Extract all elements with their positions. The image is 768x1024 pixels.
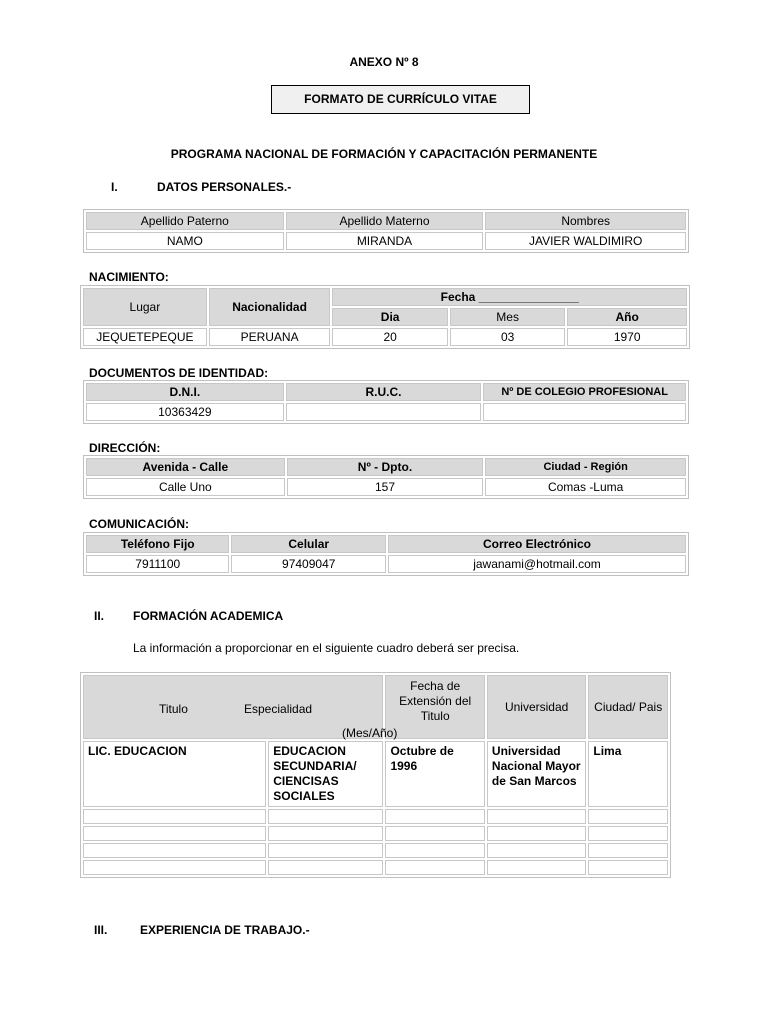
header-especialidad: Especialidad bbox=[244, 702, 313, 716]
edu-empty-cell[interactable] bbox=[385, 809, 484, 824]
header-avenida: Avenida - Calle bbox=[86, 458, 285, 476]
address-table bbox=[83, 455, 689, 499]
value-correo[interactable]: jawanami@hotmail.com bbox=[388, 555, 686, 573]
section3-number: III. bbox=[94, 923, 108, 937]
value-ano[interactable]: 1970 bbox=[567, 328, 687, 346]
edu-empty-cell[interactable] bbox=[588, 826, 668, 841]
value-nombres[interactable]: JAVIER WALDIMIRO bbox=[485, 232, 686, 250]
edu-city-cell[interactable]: Lima bbox=[588, 741, 668, 807]
edu-empty-cell[interactable] bbox=[83, 826, 266, 841]
section1-number: I. bbox=[111, 180, 118, 194]
header-ano: Año bbox=[567, 308, 687, 326]
header-apellido-materno: Apellido Materno bbox=[286, 212, 484, 230]
value-dni[interactable]: 10363429 bbox=[86, 403, 284, 421]
edu-empty-cell[interactable] bbox=[487, 826, 586, 841]
header-nombres: Nombres bbox=[485, 212, 686, 230]
header-ruc: R.U.C. bbox=[286, 383, 482, 401]
value-apellido-paterno[interactable]: NAMO bbox=[86, 232, 284, 250]
comm-label: COMUNICACIÓN: bbox=[89, 517, 189, 531]
value-telefono[interactable]: 7911100 bbox=[86, 555, 229, 573]
personal-table bbox=[83, 209, 689, 253]
edu-date-cell[interactable]: Octubre de 1996 bbox=[385, 741, 484, 807]
value-avenida[interactable]: Calle Uno bbox=[86, 478, 285, 496]
docs-table bbox=[83, 380, 689, 424]
value-numero[interactable]: 157 bbox=[287, 478, 484, 496]
edu-empty-cell[interactable] bbox=[268, 826, 383, 841]
value-lugar[interactable]: JEQUETEPEQUE bbox=[83, 328, 207, 346]
education-table bbox=[80, 672, 671, 878]
value-ruc[interactable] bbox=[286, 403, 482, 421]
edu-empty-cell[interactable] bbox=[83, 860, 266, 875]
header-dia: Dia bbox=[332, 308, 447, 326]
value-nacionalidad[interactable]: PERUANA bbox=[209, 328, 331, 346]
header-telefono: Teléfono Fijo bbox=[86, 535, 229, 553]
header-mes-ano: (Mes/Año) bbox=[342, 726, 398, 740]
value-colegio[interactable] bbox=[483, 403, 686, 421]
edu-empty-cell[interactable] bbox=[385, 826, 484, 841]
header-titulo: Titulo bbox=[159, 702, 188, 716]
edu-empty-cell[interactable] bbox=[83, 843, 266, 858]
annex-label: ANEXO Nº 8 bbox=[349, 55, 419, 69]
edu-univ-cell[interactable]: Universidad Nacional Mayor de San Marcos bbox=[487, 741, 586, 807]
header-fecha-extension: Fecha de Extensión del Titulo bbox=[385, 675, 484, 739]
address-label: DIRECCIÓN: bbox=[89, 441, 161, 455]
header-titulo-especialidad bbox=[83, 675, 398, 740]
edu-empty-cell[interactable] bbox=[588, 860, 668, 875]
edu-title-cell[interactable]: LIC. EDUCACION bbox=[83, 741, 266, 807]
header-lugar: Lugar bbox=[83, 288, 207, 326]
section2-title: FORMACIÓN ACADEMICA bbox=[133, 609, 284, 623]
edu-empty-cell[interactable] bbox=[588, 809, 668, 824]
comm-table bbox=[83, 532, 689, 576]
docs-label: DOCUMENTOS DE IDENTIDAD: bbox=[89, 366, 269, 380]
edu-spec-cell[interactable]: EDUCACION SECUNDARIA/ CIENCISAS SOCIALES bbox=[268, 741, 383, 807]
birth-table bbox=[80, 285, 690, 349]
edu-empty-cell[interactable] bbox=[268, 860, 383, 875]
section2-number: II. bbox=[94, 609, 105, 623]
edu-empty-cell[interactable] bbox=[83, 809, 266, 824]
header-dni: D.N.I. bbox=[86, 383, 284, 401]
value-apellido-materno[interactable]: MIRANDA bbox=[286, 232, 484, 250]
header-colegio: Nº DE COLEGIO PROFESIONAL bbox=[483, 383, 686, 401]
section1-title: DATOS PERSONALES.- bbox=[157, 180, 292, 194]
edu-empty-cell[interactable] bbox=[588, 843, 668, 858]
header-correo: Correo Electrónico bbox=[388, 535, 686, 553]
value-ciudad[interactable]: Comas -Luma bbox=[485, 478, 686, 496]
education-note: La información a proporcionar en el siguiente cuadro deberá ser precisa. bbox=[133, 641, 520, 655]
edu-empty-cell[interactable] bbox=[268, 843, 383, 858]
format-title-box bbox=[271, 85, 530, 114]
edu-empty-cell[interactable] bbox=[487, 809, 586, 824]
edu-empty-cell[interactable] bbox=[385, 860, 484, 875]
header-fecha: Fecha _______________ bbox=[332, 288, 687, 306]
edu-empty-cell[interactable] bbox=[385, 843, 484, 858]
header-apellido-paterno: Apellido Paterno bbox=[86, 212, 284, 230]
edu-empty-cell[interactable] bbox=[487, 843, 586, 858]
value-dia[interactable]: 20 bbox=[332, 328, 447, 346]
section3-title: EXPERIENCIA DE TRABAJO.- bbox=[140, 923, 310, 937]
header-numero: Nº - Dpto. bbox=[287, 458, 484, 476]
header-mes: Mes bbox=[450, 308, 565, 326]
header-celular: Celular bbox=[231, 535, 386, 553]
format-title: FORMATO DE CURRÍCULO VITAE bbox=[304, 92, 497, 106]
header-universidad: Universidad bbox=[487, 675, 586, 739]
birth-label: NACIMIENTO: bbox=[89, 270, 169, 284]
value-mes[interactable]: 03 bbox=[450, 328, 565, 346]
header-ciudad: Ciudad - Región bbox=[485, 458, 686, 476]
header-nacionalidad: Nacionalidad bbox=[209, 288, 331, 326]
edu-empty-cell[interactable] bbox=[268, 809, 383, 824]
value-celular[interactable]: 97409047 bbox=[231, 555, 386, 573]
program-title: PROGRAMA NACIONAL DE FORMACIÓN Y CAPACITACIÓN PERMANENTE bbox=[170, 147, 598, 161]
header-ciudad-pais: Ciudad/ Pais bbox=[588, 675, 668, 739]
edu-empty-cell[interactable] bbox=[487, 860, 586, 875]
